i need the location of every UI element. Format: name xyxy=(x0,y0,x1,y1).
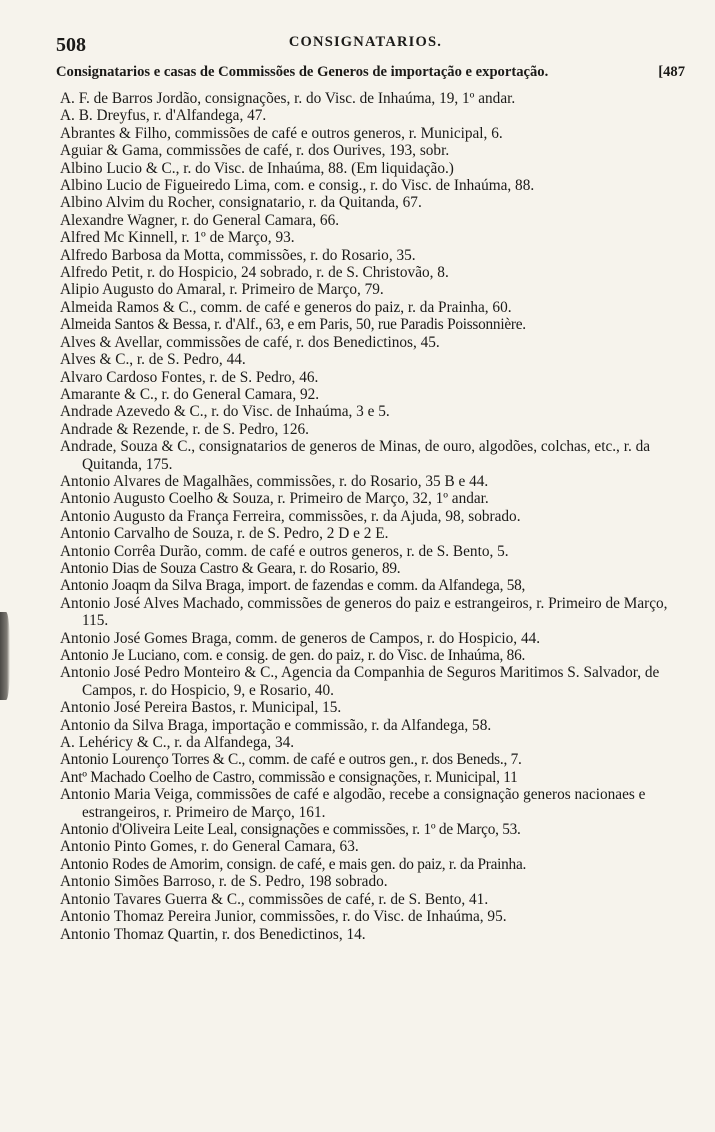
page-header xyxy=(56,34,675,57)
directory-entry: Antonio José Gomes Braga, comm. de generos de Campos, r. do Hospicio, 44. xyxy=(60,629,541,647)
section-reference: [487 xyxy=(658,64,685,80)
directory-entry: Aguiar & Gama, commissões de café, r. dos Ourives, 193, sobr. xyxy=(60,142,450,160)
directory-entry: Antonio Dias de Souza Castro & Geara, r. do Rosario, 89. xyxy=(60,559,401,577)
directory-entry: Antonio José Pedro Monteiro & C., Agencia da Companhia de Seguros Maritimos S. Salvador, de Campos, r. do Hospicio, 9, e Rosario, 40. xyxy=(60,664,660,699)
directory-entry: Antonio Je Luciano, com. e consig. de gen. do paiz, r. do Visc. de Inhaúma, 86. xyxy=(60,647,526,664)
directory-entry: Antonio Maria Veiga, commissões de café e algodão, recebe a consignação generos nacionaes e estrangeiros, r. Primeiro de Março, 161. xyxy=(60,786,646,821)
directory-entry: Albino Lucio & C., r. do Visc. de Inhaúma, 88. (Em liquidação.) xyxy=(60,159,454,177)
directory-entry: A. F. de Barros Jordão, consignações, r. do Visc. de Inhaúma, 19, 1º andar. xyxy=(60,90,516,107)
page-number: 508 xyxy=(56,34,86,56)
directory-entry: Antº Machado Coelho de Castro, commissão e consignações, r. Municipal, 11 xyxy=(60,768,518,786)
directory-entry: Antonio Pinto Gomes, r. do General Camara, 63. xyxy=(60,838,359,856)
directory-entry: Antonio Carvalho de Souza, r. de S. Pedro, 2 D e 2 E. xyxy=(60,525,389,543)
directory-entry: Alfred Mc Kinnell, r. 1º de Março, 93. xyxy=(60,229,295,247)
directory-entry: Abrantes & Filho, commissões de café e outros generos, r. Municipal, 6. xyxy=(60,124,503,142)
entry-list xyxy=(60,90,685,943)
directory-entry: Alvaro Cardoso Fontes, r. de S. Pedro, 46. xyxy=(60,368,319,386)
directory-entry: Alipio Augusto do Amaral, r. Primeiro de Março, 79. xyxy=(60,281,384,299)
directory-entry: Antonio Alvares de Magalhães, commissões, r. do Rosario, 35 B e 44. xyxy=(60,472,489,490)
directory-entry: A. B. Dreyfus, r. d'Alfandega, 47. xyxy=(60,107,267,125)
directory-entry: Alves & C., r. de S. Pedro, 44. xyxy=(60,351,246,369)
section-heading xyxy=(56,64,685,81)
directory-entry: Alfredo Barbosa da Motta, commissões, r. do Rosario, 35. xyxy=(60,246,416,264)
directory-entry: Antonio José Pereira Bastos, r. Municipal, 15. xyxy=(60,699,342,717)
directory-entry: Antonio José Alves Machado, commissões de generos do paiz e estrangeiros, r. Primeiro de Março, 115. xyxy=(60,594,668,630)
directory-entry: Andrade Azevedo & C., r. do Visc. de Inhaúma, 3 e 5. xyxy=(60,403,390,421)
directory-entry: Antonio Joaqm da Silva Braga, import. de fazendas e comm. da Alfandega, 58, xyxy=(60,577,526,595)
directory-entry: Antonio da Silva Braga, importação e commissão, r. da Alfandega, 58. xyxy=(60,716,492,734)
directory-entry: Antonio d'Oliveira Leite Leal, consignações e commissões, r. 1º de Março, 53. xyxy=(60,821,521,839)
directory-entry: Alves & Avellar, commissões de café, r. dos Benedictinos, 45. xyxy=(60,333,440,351)
directory-entry: Antonio Augusto da França Ferreira, commissões, r. da Ajuda, 98, sobrado. xyxy=(60,507,521,525)
directory-entry: Andrade, Souza & C., consignatarios de generos de Minas, de ouro, algodões, colchas, etc., r. da Quitanda, 175. xyxy=(60,438,651,473)
directory-entry: Antonio Lourenço Torres & C., comm. de café e outros gen., r. dos Beneds., 7. xyxy=(60,751,522,769)
directory-entry: Andrade & Rezende, r. de S. Pedro, 126. xyxy=(60,420,309,438)
directory-entry: Alexandre Wagner, r. do General Camara, 66. xyxy=(60,211,340,229)
running-title: CONSIGNATARIOS. xyxy=(288,34,443,50)
directory-entry: Antonio Augusto Coelho & Souza, r. Primeiro de Março, 32, 1º andar. xyxy=(60,490,489,508)
directory-entry: A. Lehéricy & C., r. da Alfandega, 34. xyxy=(60,734,295,752)
ink-smudge xyxy=(0,612,10,700)
directory-entry: Almeida Ramos & C., comm. de café e generos do paiz, r. da Prainha, 60. xyxy=(60,298,512,316)
directory-entry: Almeida Santos & Bessa, r. d'Alf., 63, e em Paris, 50, rue Paradis Poissonnière. xyxy=(60,316,526,334)
directory-entry: Antonio Thomaz Pereira Junior, commissões, r. do Visc. de Inhaúma, 95. xyxy=(60,908,507,926)
directory-entry: Albino Lucio de Figueiredo Lima, com. e consig., r. do Visc. de Inhaúma, 88. xyxy=(60,177,535,195)
directory-entry: Antonio Rodes de Amorim, consign. de café, e mais gen. do paiz, r. da Prainha. xyxy=(60,855,527,873)
directory-entry: Alfredo Petit, r. do Hospicio, 24 sobrado, r. de S. Christovão, 8. xyxy=(60,264,449,282)
directory-entry: Antonio Thomaz Quartin, r. dos Benedictinos, 14. xyxy=(60,925,366,943)
directory-entry: Amarante & C., r. do General Camara, 92. xyxy=(60,385,320,403)
directory-entry: Albino Alvim du Rocher, consignatario, r. da Quitanda, 67. xyxy=(60,194,422,212)
section-title: Consignatarios e casas de Commissões de Generos de importação e exportação. xyxy=(56,64,549,80)
directory-entry: Antonio Corrêa Durão, comm. de café e outros generos, r. de S. Bento, 5. xyxy=(60,542,509,560)
directory-entry: Antonio Simões Barroso, r. de S. Pedro, 198 sobrado. xyxy=(60,873,388,891)
directory-entry: Antonio Tavares Guerra & C., commissões de café, r. de S. Bento, 41. xyxy=(60,890,489,908)
